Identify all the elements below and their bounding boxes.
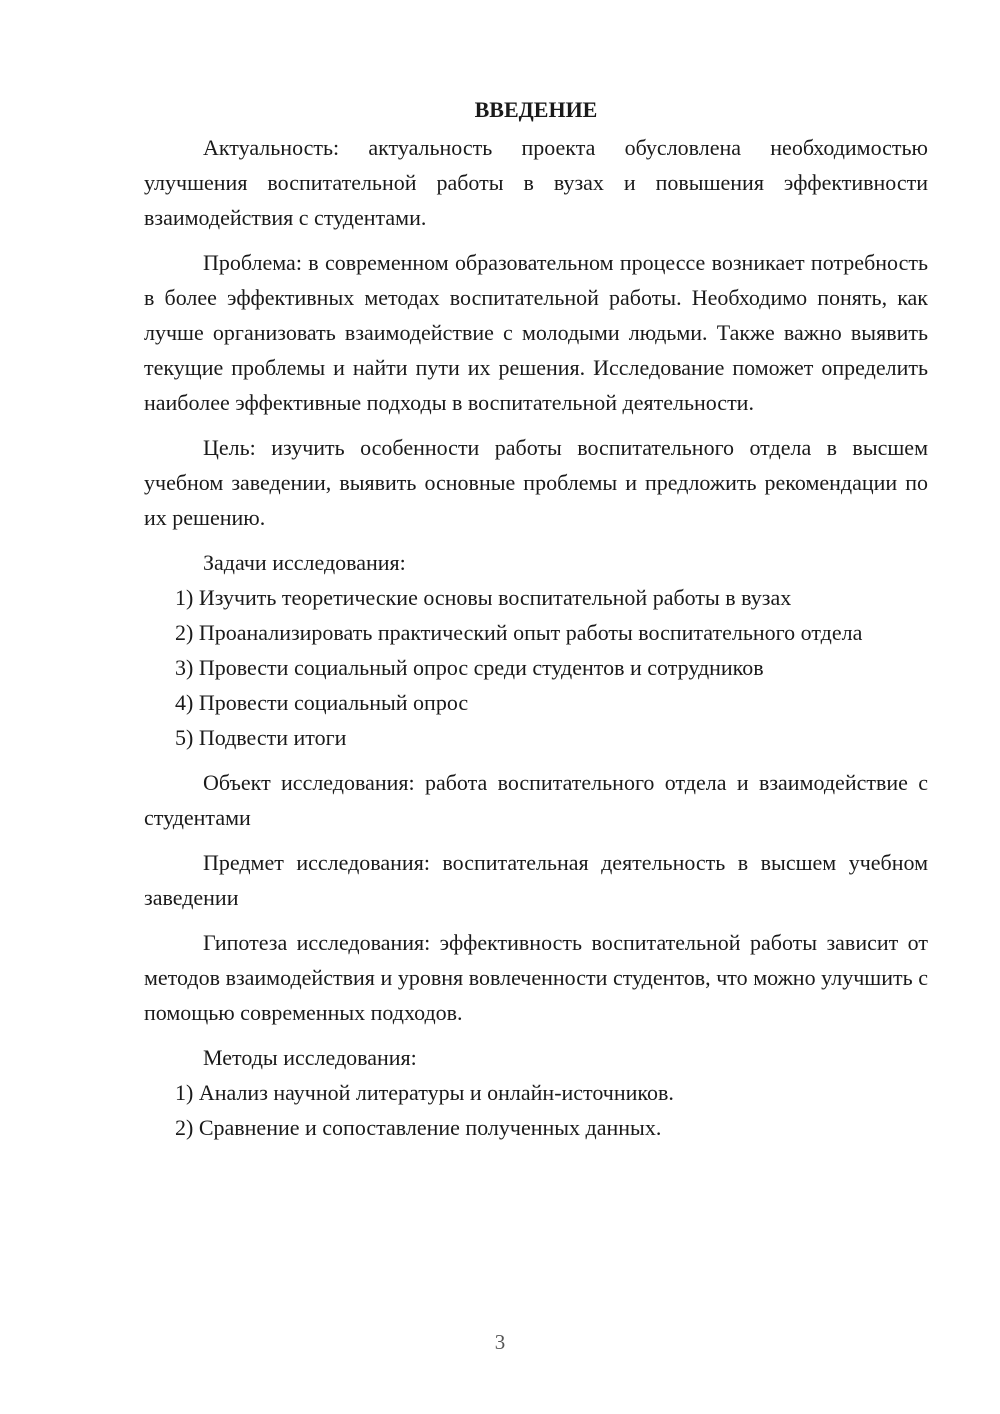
object-paragraph: Объект исследования: работа воспитательного отдела и взаимодействие с студентами bbox=[144, 770, 928, 830]
task-item: 3) Провести социальный опрос среди студентов и сотрудников bbox=[175, 655, 764, 680]
tasks-heading: Задачи исследования: bbox=[203, 550, 406, 575]
relevance-paragraph: Актуальность: актуальность проекта обусловлена необходимостью улучшения воспитательной работы в вузах и повышения эффективности взаимодействия с студентами. bbox=[144, 135, 928, 230]
hypothesis-paragraph: Гипотеза исследования: эффективность воспитательной работы зависит от методов взаимодействия и уровня вовлеченности студентов, что можно улучшить с помощью современных подходов. bbox=[144, 930, 928, 1025]
task-item: 2) Проанализировать практический опыт работы воспитательного отдела bbox=[175, 620, 863, 645]
task-item: 5) Подвести итоги bbox=[175, 725, 347, 750]
goal-paragraph: Цель: изучить особенности работы воспитательного отдела в высшем учебном заведении, выявить основные проблемы и предложить рекомендации по их решению. bbox=[144, 435, 928, 530]
methods-heading: Методы исследования: bbox=[203, 1045, 417, 1070]
subject-paragraph: Предмет исследования: воспитательная деятельность в высшем учебном заведении bbox=[144, 850, 928, 910]
page-number: 3 bbox=[494, 1330, 506, 1354]
page-title: ВВЕДЕНИЕ bbox=[474, 97, 598, 122]
method-item: 1) Анализ научной литературы и онлайн-источников. bbox=[175, 1080, 674, 1105]
method-item: 2) Сравнение и сопоставление полученных данных. bbox=[175, 1115, 662, 1140]
problem-paragraph: Проблема: в современном образовательном процессе возникает потребность в более эффективных методах воспитательной работы. Необходимо понять, как лучше организовать взаимодействие с молодыми людьми. Также важно выявить текущие проблемы и найти пути их решения. Исследование поможет определить наиболее эффективные подходы в воспитательной деятельности. bbox=[144, 250, 928, 415]
document-page bbox=[144, 92, 928, 1145]
task-item: 1) Изучить теоретические основы воспитательной работы в вузах bbox=[175, 585, 792, 610]
task-item: 4) Провести социальный опрос bbox=[175, 690, 469, 715]
